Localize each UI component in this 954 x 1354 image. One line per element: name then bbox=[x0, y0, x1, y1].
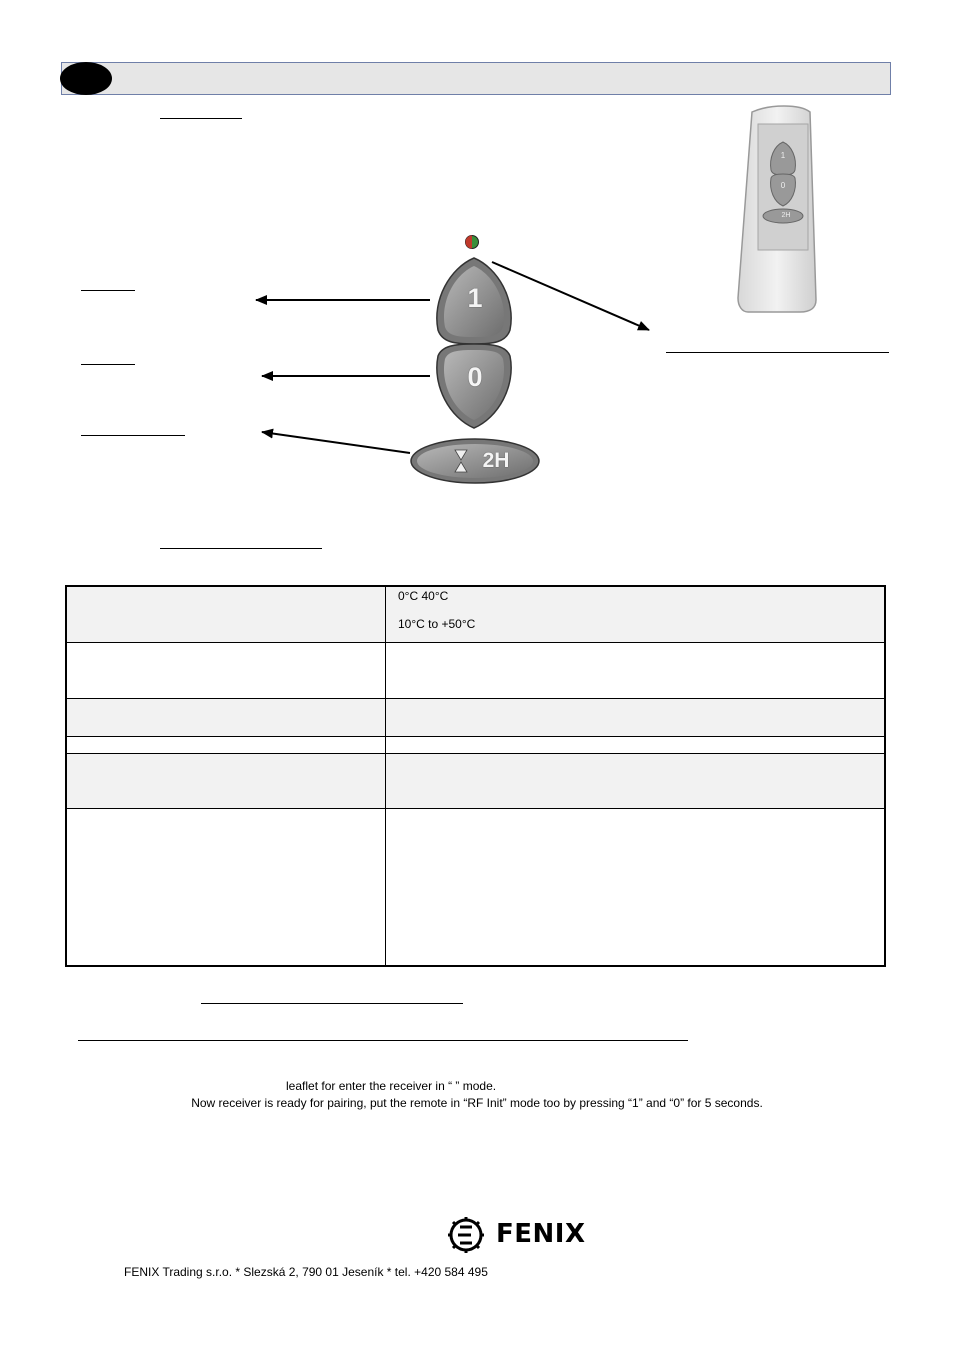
led-indicator-icon bbox=[466, 236, 479, 249]
instruction-line-1: leaflet for enter the receiver in “ ” mode. bbox=[286, 1079, 497, 1093]
remote-diagram bbox=[0, 0, 954, 520]
fenix-logo bbox=[447, 1216, 587, 1254]
instruction-line-2: Now receiver is ready for pairing, put the remote in “RF Init” mode too by pressing “1” and “0” for 5 seconds. bbox=[191, 1096, 763, 1110]
table-row bbox=[66, 698, 885, 736]
arrow-timer bbox=[262, 432, 410, 453]
table-row bbox=[66, 808, 885, 966]
table-cell-value bbox=[386, 736, 886, 753]
fenix-logo-text: FENIX bbox=[496, 1219, 586, 1249]
table-cell-label bbox=[66, 736, 386, 753]
pairing-divider bbox=[78, 1040, 688, 1041]
table-cell-value bbox=[386, 808, 886, 966]
table-cell-label bbox=[66, 808, 386, 966]
table-cell-value: 0°C 40°C 10°C to +50°C bbox=[386, 586, 886, 642]
table-row bbox=[66, 586, 885, 642]
table-row bbox=[66, 642, 885, 698]
table-cell-value bbox=[386, 753, 886, 808]
heading-underline-specs bbox=[160, 548, 322, 549]
table-cell-label bbox=[66, 698, 386, 736]
button-off-label: 0 bbox=[467, 362, 483, 392]
button-on-label: 1 bbox=[467, 283, 483, 313]
table-cell-value bbox=[386, 642, 886, 698]
table-cell-label bbox=[66, 586, 386, 642]
table-cell-label bbox=[66, 753, 386, 808]
table-cell-value bbox=[386, 698, 886, 736]
footer-address: FENIX Trading s.r.o. * Slezská 2, 790 01 Jeseník * tel. +420 584 495 bbox=[124, 1265, 488, 1279]
table-row bbox=[66, 736, 885, 753]
table-cell-label bbox=[66, 642, 386, 698]
button-timer-label: 2H bbox=[482, 449, 510, 472]
remote-image-label-off: 0 bbox=[780, 181, 786, 190]
remote-control-image bbox=[738, 106, 816, 312]
fenix-logo-icon bbox=[447, 1216, 487, 1256]
table-row bbox=[66, 753, 885, 808]
arrow-led bbox=[492, 262, 649, 330]
remote-image-label-on: 1 bbox=[780, 151, 786, 160]
spec-table bbox=[65, 585, 886, 967]
heading-underline-pairing bbox=[201, 1003, 463, 1004]
remote-image-label-timer: 2H bbox=[781, 212, 791, 219]
